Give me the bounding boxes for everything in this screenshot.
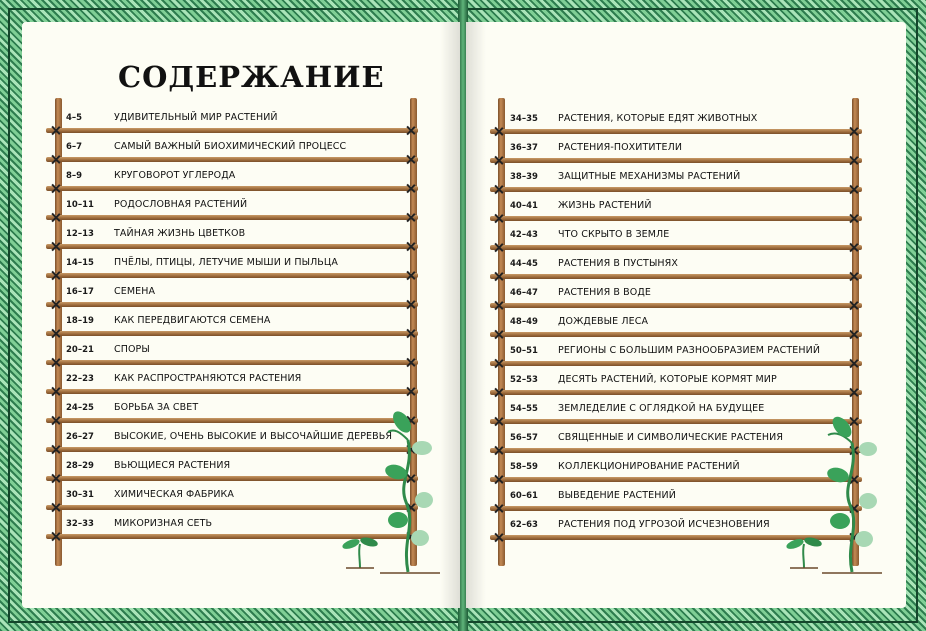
toc-list-left bbox=[46, 108, 418, 543]
toc-chapter-title: САМЫЙ ВАЖНЫЙ БИОХИМИЧЕСКИЙ ПРОЦЕСС bbox=[114, 141, 347, 152]
spine-shadow-right bbox=[466, 22, 486, 608]
vine-plant-icon bbox=[380, 410, 440, 575]
trellis-rail bbox=[46, 360, 418, 365]
rope-tie-icon bbox=[406, 213, 415, 222]
rope-tie-icon bbox=[849, 214, 858, 223]
toc-entry[interactable] bbox=[46, 108, 418, 137]
toc-chapter-title: РАСТЕНИЯ-ПОХИТИТЕЛИ bbox=[558, 142, 683, 153]
toc-chapter-title: РЕГИОНЫ С БОЛЬШИМ РАЗНООБРАЗИЕМ РАСТЕНИЙ bbox=[558, 345, 821, 356]
toc-entry[interactable] bbox=[46, 311, 418, 340]
vine-plant-icon bbox=[822, 415, 882, 575]
rope-tie-icon bbox=[51, 445, 60, 454]
trellis-rail bbox=[490, 129, 862, 134]
rope-tie-icon bbox=[849, 243, 858, 252]
toc-entry[interactable] bbox=[46, 369, 418, 398]
toc-page-range: 4–5 bbox=[66, 113, 83, 123]
trellis-rail bbox=[46, 505, 418, 510]
page-title: СОДЕРЖАНИЕ bbox=[118, 60, 385, 94]
rope-tie-icon bbox=[51, 387, 60, 396]
toc-entry[interactable] bbox=[46, 224, 418, 253]
toc-page-range: 44–45 bbox=[510, 259, 538, 269]
toc-page-range: 8–9 bbox=[66, 171, 83, 181]
toc-chapter-title: КАК РАСПРОСТРАНЯЮТСЯ РАСТЕНИЯ bbox=[114, 373, 302, 384]
rope-tie-icon bbox=[51, 184, 60, 193]
toc-entry[interactable] bbox=[490, 254, 862, 283]
toc-chapter-title: ПЧЁЛЫ, ПТИЦЫ, ЛЕТУЧИЕ МЫШИ И ПЫЛЬЦА bbox=[114, 257, 339, 268]
rope-tie-icon bbox=[406, 300, 415, 309]
toc-page-range: 28–29 bbox=[66, 461, 94, 471]
trellis-rail bbox=[490, 361, 862, 366]
rope-tie-icon bbox=[406, 358, 415, 367]
toc-page-range: 14–15 bbox=[66, 258, 94, 268]
trellis-rail bbox=[490, 332, 862, 337]
toc-entry[interactable] bbox=[490, 428, 862, 457]
toc-page-range: 54–55 bbox=[510, 404, 538, 414]
toc-chapter-title: РОДОСЛОВНАЯ РАСТЕНИЙ bbox=[114, 199, 248, 210]
rope-tie-icon bbox=[494, 156, 503, 165]
toc-entry[interactable] bbox=[46, 398, 418, 427]
rope-tie-icon bbox=[849, 272, 858, 281]
toc-page-range: 42–43 bbox=[510, 230, 538, 240]
trellis-rail bbox=[490, 419, 862, 424]
toc-entry[interactable] bbox=[46, 427, 418, 456]
toc-page-range: 62–63 bbox=[510, 520, 538, 530]
toc-entry[interactable] bbox=[46, 253, 418, 282]
trellis-rail bbox=[46, 128, 418, 133]
rope-tie-icon bbox=[494, 446, 503, 455]
toc-entry[interactable] bbox=[490, 225, 862, 254]
spine-shadow-left bbox=[440, 22, 460, 608]
rope-tie-icon bbox=[494, 330, 503, 339]
toc-chapter-title: СЕМЕНА bbox=[114, 286, 156, 297]
toc-chapter-title: УДИВИТЕЛЬНЫЙ МИР РАСТЕНИЙ bbox=[114, 112, 278, 123]
toc-entry[interactable] bbox=[490, 283, 862, 312]
trellis-rail bbox=[490, 216, 862, 221]
toc-page-range: 12–13 bbox=[66, 229, 94, 239]
toc-chapter-title: ЗЕМЛЕДЕЛИЕ С ОГЛЯДКОЙ НА БУДУЩЕЕ bbox=[558, 403, 765, 414]
rope-tie-icon bbox=[51, 532, 60, 541]
sprout-icon bbox=[340, 530, 380, 570]
toc-chapter-title: КАК ПЕРЕДВИГАЮТСЯ СЕМЕНА bbox=[114, 315, 271, 326]
toc-page-range: 30–31 bbox=[66, 490, 94, 500]
toc-page-range: 48–49 bbox=[510, 317, 538, 327]
toc-chapter-title: ДЕСЯТЬ РАСТЕНИЙ, КОТОРЫЕ КОРМЯТ МИР bbox=[558, 374, 777, 385]
toc-page-range: 60–61 bbox=[510, 491, 538, 501]
rope-tie-icon bbox=[51, 300, 60, 309]
rope-tie-icon bbox=[406, 387, 415, 396]
trellis-rail bbox=[490, 448, 862, 453]
trellis-rail bbox=[46, 302, 418, 307]
rope-tie-icon bbox=[849, 330, 858, 339]
toc-entry[interactable] bbox=[490, 196, 862, 225]
toc-page-range: 46–47 bbox=[510, 288, 538, 298]
toc-chapter-title: ХИМИЧЕСКАЯ ФАБРИКА bbox=[114, 489, 235, 500]
toc-entry[interactable] bbox=[46, 340, 418, 369]
rope-tie-icon bbox=[51, 416, 60, 425]
toc-list-right bbox=[490, 109, 862, 544]
trellis-rail bbox=[490, 303, 862, 308]
rope-tie-icon bbox=[51, 329, 60, 338]
trellis-rail bbox=[46, 389, 418, 394]
rope-tie-icon bbox=[51, 271, 60, 280]
trellis-rail bbox=[46, 331, 418, 336]
toc-entry[interactable] bbox=[490, 167, 862, 196]
toc-entry[interactable] bbox=[46, 456, 418, 485]
toc-page-range: 34–35 bbox=[510, 114, 538, 124]
trellis-rail bbox=[490, 245, 862, 250]
toc-page-range: 18–19 bbox=[66, 316, 94, 326]
toc-entry[interactable] bbox=[46, 137, 418, 166]
toc-entry[interactable] bbox=[490, 486, 862, 515]
rope-tie-icon bbox=[494, 359, 503, 368]
rope-tie-icon bbox=[494, 272, 503, 281]
trellis-rail bbox=[46, 476, 418, 481]
rope-tie-icon bbox=[51, 155, 60, 164]
toc-entry[interactable] bbox=[490, 370, 862, 399]
trellis-rail bbox=[490, 187, 862, 192]
toc-entry[interactable] bbox=[490, 138, 862, 167]
toc-page-range: 6–7 bbox=[66, 142, 83, 152]
trellis-rail bbox=[46, 244, 418, 249]
toc-page-range: 22–23 bbox=[66, 374, 94, 384]
rope-tie-icon bbox=[494, 243, 503, 252]
rope-tie-icon bbox=[849, 185, 858, 194]
toc-chapter-title: БОРЬБА ЗА СВЕТ bbox=[114, 402, 199, 413]
rope-tie-icon bbox=[406, 329, 415, 338]
toc-chapter-title: КРУГОВОРОТ УГЛЕРОДА bbox=[114, 170, 236, 181]
sprout-icon bbox=[784, 530, 824, 570]
toc-entry[interactable] bbox=[490, 399, 862, 428]
rope-tie-icon bbox=[849, 301, 858, 310]
rope-tie-icon bbox=[406, 184, 415, 193]
trellis-rail bbox=[46, 418, 418, 423]
toc-page-range: 38–39 bbox=[510, 172, 538, 182]
toc-page-range: 58–59 bbox=[510, 462, 538, 472]
trellis-rail bbox=[46, 447, 418, 452]
toc-chapter-title: ВЫСОКИЕ, ОЧЕНЬ ВЫСОКИЕ И ВЫСОЧАЙШИЕ ДЕРЕВЬЯ bbox=[114, 431, 393, 442]
rope-tie-icon bbox=[494, 388, 503, 397]
toc-page-range: 32–33 bbox=[66, 519, 94, 529]
rope-tie-icon bbox=[494, 475, 503, 484]
rope-tie-icon bbox=[406, 271, 415, 280]
toc-chapter-title: ВЫВЕДЕНИЕ РАСТЕНИЙ bbox=[558, 490, 676, 501]
rope-tie-icon bbox=[494, 127, 503, 136]
toc-chapter-title: РАСТЕНИЯ ПОД УГРОЗОЙ ИСЧЕЗНОВЕНИЯ bbox=[558, 519, 770, 530]
trellis-rail bbox=[46, 273, 418, 278]
rope-tie-icon bbox=[494, 185, 503, 194]
toc-chapter-title: СВЯЩЕННЫЕ И СИМВОЛИЧЕСКИЕ РАСТЕНИЯ bbox=[558, 432, 784, 443]
rope-tie-icon bbox=[494, 533, 503, 542]
toc-page-range: 24–25 bbox=[66, 403, 94, 413]
rope-tie-icon bbox=[494, 417, 503, 426]
rope-tie-icon bbox=[849, 127, 858, 136]
toc-page-range: 20–21 bbox=[66, 345, 94, 355]
toc-chapter-title: РАСТЕНИЯ В ВОДЕ bbox=[558, 287, 651, 298]
rope-tie-icon bbox=[406, 242, 415, 251]
rope-tie-icon bbox=[51, 126, 60, 135]
toc-entry[interactable] bbox=[46, 166, 418, 195]
toc-entry[interactable] bbox=[490, 341, 862, 370]
toc-chapter-title: ЧТО СКРЫТО В ЗЕМЛЕ bbox=[558, 229, 670, 240]
toc-chapter-title: МИКОРИЗНАЯ СЕТЬ bbox=[114, 518, 213, 529]
toc-page-range: 16–17 bbox=[66, 287, 94, 297]
trellis-rail bbox=[490, 477, 862, 482]
toc-chapter-title: ЗАЩИТНЫЕ МЕХАНИЗМЫ РАСТЕНИЙ bbox=[558, 171, 741, 182]
toc-chapter-title: ЖИЗНЬ РАСТЕНИЙ bbox=[558, 200, 652, 211]
toc-page-range: 26–27 bbox=[66, 432, 94, 442]
toc-page-range: 52–53 bbox=[510, 375, 538, 385]
toc-page-range: 56–57 bbox=[510, 433, 538, 443]
rope-tie-icon bbox=[849, 359, 858, 368]
trellis-rail bbox=[490, 274, 862, 279]
toc-entry[interactable] bbox=[46, 282, 418, 311]
toc-chapter-title: КОЛЛЕКЦИОНИРОВАНИЕ РАСТЕНИЙ bbox=[558, 461, 740, 472]
trellis-rail bbox=[46, 186, 418, 191]
rope-tie-icon bbox=[51, 213, 60, 222]
trellis-rail bbox=[490, 158, 862, 163]
rope-tie-icon bbox=[406, 126, 415, 135]
rope-tie-icon bbox=[849, 388, 858, 397]
toc-chapter-title: ТАЙНАЯ ЖИЗНЬ ЦВЕТКОВ bbox=[114, 228, 246, 239]
rope-tie-icon bbox=[494, 504, 503, 513]
toc-entry[interactable] bbox=[46, 485, 418, 514]
trellis-rail bbox=[490, 390, 862, 395]
rope-tie-icon bbox=[849, 156, 858, 165]
toc-page-range: 40–41 bbox=[510, 201, 538, 211]
toc-page-range: 10–11 bbox=[66, 200, 94, 210]
toc-chapter-title: РАСТЕНИЯ В ПУСТЫНЯХ bbox=[558, 258, 678, 269]
toc-chapter-title: РАСТЕНИЯ, КОТОРЫЕ ЕДЯТ ЖИВОТНЫХ bbox=[558, 113, 758, 124]
toc-chapter-title: ВЬЮЩИЕСЯ РАСТЕНИЯ bbox=[114, 460, 231, 471]
rope-tie-icon bbox=[494, 214, 503, 223]
rope-tie-icon bbox=[406, 155, 415, 164]
rope-tie-icon bbox=[51, 242, 60, 251]
rope-tie-icon bbox=[51, 474, 60, 483]
toc-entry[interactable] bbox=[490, 312, 862, 341]
toc-page-range: 50–51 bbox=[510, 346, 538, 356]
rope-tie-icon bbox=[494, 301, 503, 310]
toc-chapter-title: СПОРЫ bbox=[114, 344, 150, 355]
toc-entry[interactable] bbox=[490, 457, 862, 486]
trellis-rail bbox=[46, 215, 418, 220]
toc-chapter-title: ДОЖДЕВЫЕ ЛЕСА bbox=[558, 316, 649, 327]
toc-entry[interactable] bbox=[490, 109, 862, 138]
trellis-rail bbox=[46, 157, 418, 162]
rope-tie-icon bbox=[51, 503, 60, 512]
trellis-rail bbox=[490, 506, 862, 511]
rope-tie-icon bbox=[51, 358, 60, 367]
toc-entry[interactable] bbox=[46, 195, 418, 224]
toc-page-range: 36–37 bbox=[510, 143, 538, 153]
